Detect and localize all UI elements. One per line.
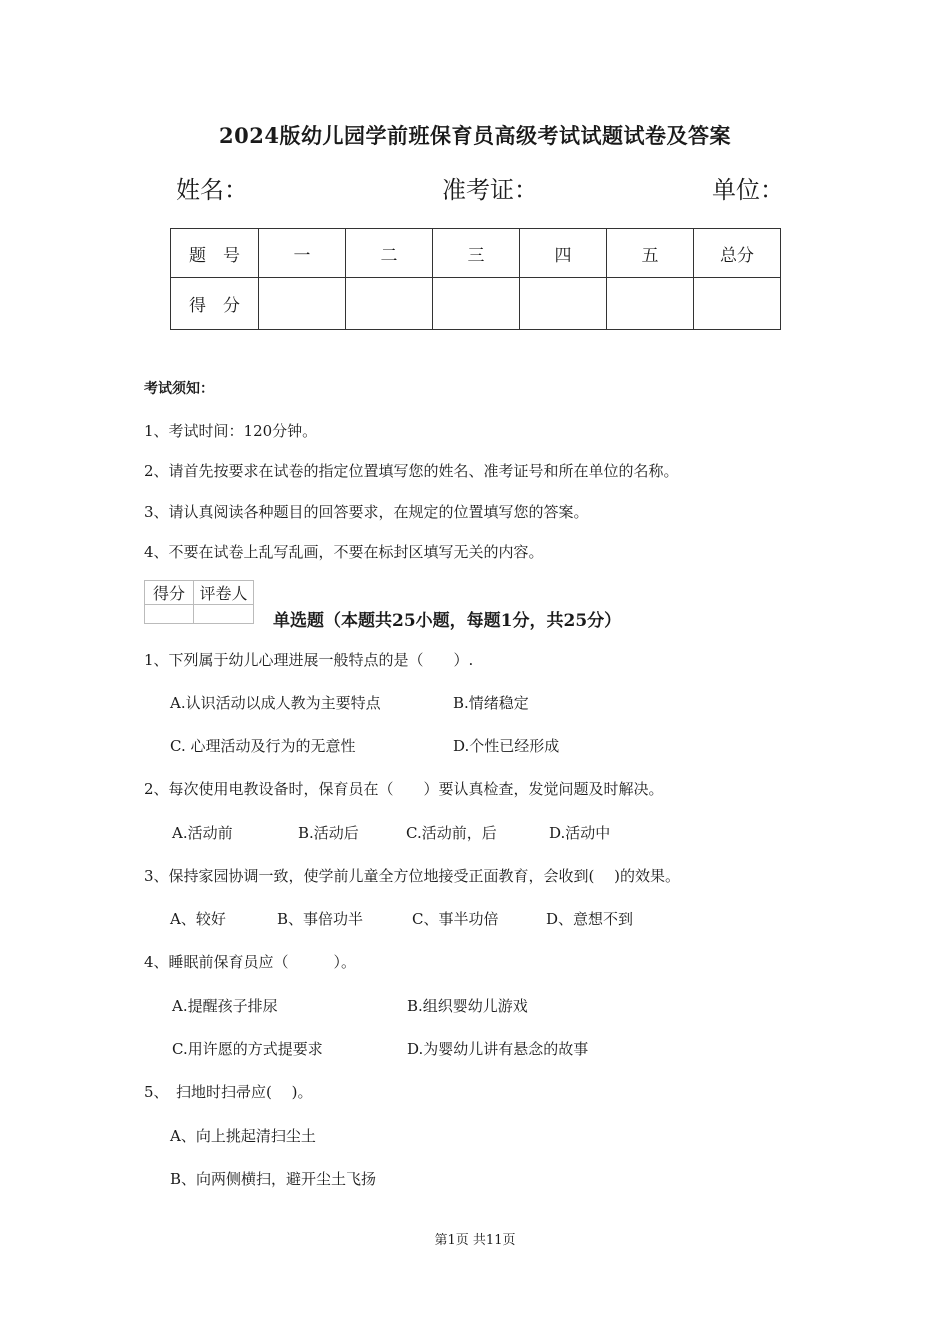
score-cell[interactable] <box>259 278 346 330</box>
score-table-score-row <box>171 278 781 330</box>
option-d[interactable]: D.个性已经形成 <box>453 737 560 755</box>
score-column-header: 三 <box>433 229 520 278</box>
notice-item: 4、不要在试卷上乱写乱画，不要在标封区填写无关的内容。 <box>144 543 544 561</box>
name-label: 姓名： <box>176 176 248 204</box>
option-b[interactable]: B.情绪稳定 <box>453 694 529 712</box>
score-cell[interactable] <box>346 278 433 330</box>
grader-box <box>144 580 254 624</box>
page-title: 2024版幼儿园学前班保育员高级考试试题试卷及答案 <box>219 123 731 148</box>
option-c[interactable]: C.活动前，后 <box>406 824 497 842</box>
score-cell[interactable] <box>520 278 607 330</box>
option-b[interactable]: B.组织婴幼儿游戏 <box>407 997 528 1015</box>
option-b[interactable]: B.活动后 <box>298 824 359 842</box>
score-table-header-row <box>171 229 781 278</box>
grader-score-label: 得分 <box>145 581 194 605</box>
grader-reviewer-cell[interactable] <box>194 605 254 624</box>
score-column-header: 五 <box>607 229 694 278</box>
option-a[interactable]: A、向上挑起清扫尘土 <box>170 1127 316 1145</box>
score-table <box>170 228 781 330</box>
option-c[interactable]: C.用许愿的方式提要求 <box>172 1040 323 1058</box>
option-d[interactable]: D.活动中 <box>549 824 611 842</box>
score-column-header: 四 <box>520 229 607 278</box>
question-stem: 2、每次使用电教设备时，保育员在（ ）要认真检查，发觉问题及时解决。 <box>144 780 664 798</box>
question-stem: 4、睡眠前保育员应（ ）。 <box>144 953 357 971</box>
grader-score-cell[interactable] <box>145 605 194 624</box>
exam-id-label: 准考证： <box>442 176 538 204</box>
unit-label: 单位： <box>712 176 784 204</box>
notice-item: 1、考试时间：120分钟。 <box>144 422 318 440</box>
section-title: 单选题（本题共25小题，每题1分，共25分） <box>273 611 622 631</box>
option-c[interactable]: C. 心理活动及行为的无意性 <box>170 737 356 755</box>
option-a[interactable]: A.认识活动以成人教为主要特点 <box>170 694 381 712</box>
score-column-header: 总分 <box>694 229 781 278</box>
option-d[interactable]: D、意想不到 <box>546 910 634 928</box>
score-cell[interactable] <box>433 278 520 330</box>
score-column-header: 二 <box>346 229 433 278</box>
option-d[interactable]: D.为婴幼儿讲有悬念的故事 <box>407 1040 589 1058</box>
option-c[interactable]: C、事半功倍 <box>412 910 499 928</box>
notice-item: 3、请认真阅读各种题目的回答要求，在规定的位置填写您的答案。 <box>144 503 589 521</box>
score-cell[interactable] <box>694 278 781 330</box>
option-b[interactable]: B、向两侧横扫，避开尘土飞扬 <box>170 1170 377 1188</box>
score-row-label: 得 分 <box>171 278 259 330</box>
question-number-label: 题 号 <box>171 229 259 278</box>
option-a[interactable]: A.活动前 <box>172 824 233 842</box>
option-a[interactable]: A、较好 <box>170 910 226 928</box>
question-stem: 5、 扫地时扫帚应( )。 <box>144 1083 313 1101</box>
notice-title: 考试须知： <box>144 381 214 397</box>
score-column-header: 一 <box>259 229 346 278</box>
page-footer: 第1页 共11页 <box>434 1233 516 1248</box>
option-a[interactable]: A.提醒孩子排尿 <box>172 997 278 1015</box>
option-b[interactable]: B、事倍功半 <box>277 910 364 928</box>
question-stem: 1、下列属于幼儿心理进展一般特点的是（ ）. <box>144 651 474 669</box>
grader-reviewer-label: 评卷人 <box>194 581 254 605</box>
score-cell[interactable] <box>607 278 694 330</box>
question-stem: 3、保持家园协调一致，使学前儿童全方位地接受正面教育，会收到( )的效果。 <box>144 867 681 885</box>
notice-item: 2、请首先按要求在试卷的指定位置填写您的姓名、准考证号和所在单位的名称。 <box>144 462 679 480</box>
